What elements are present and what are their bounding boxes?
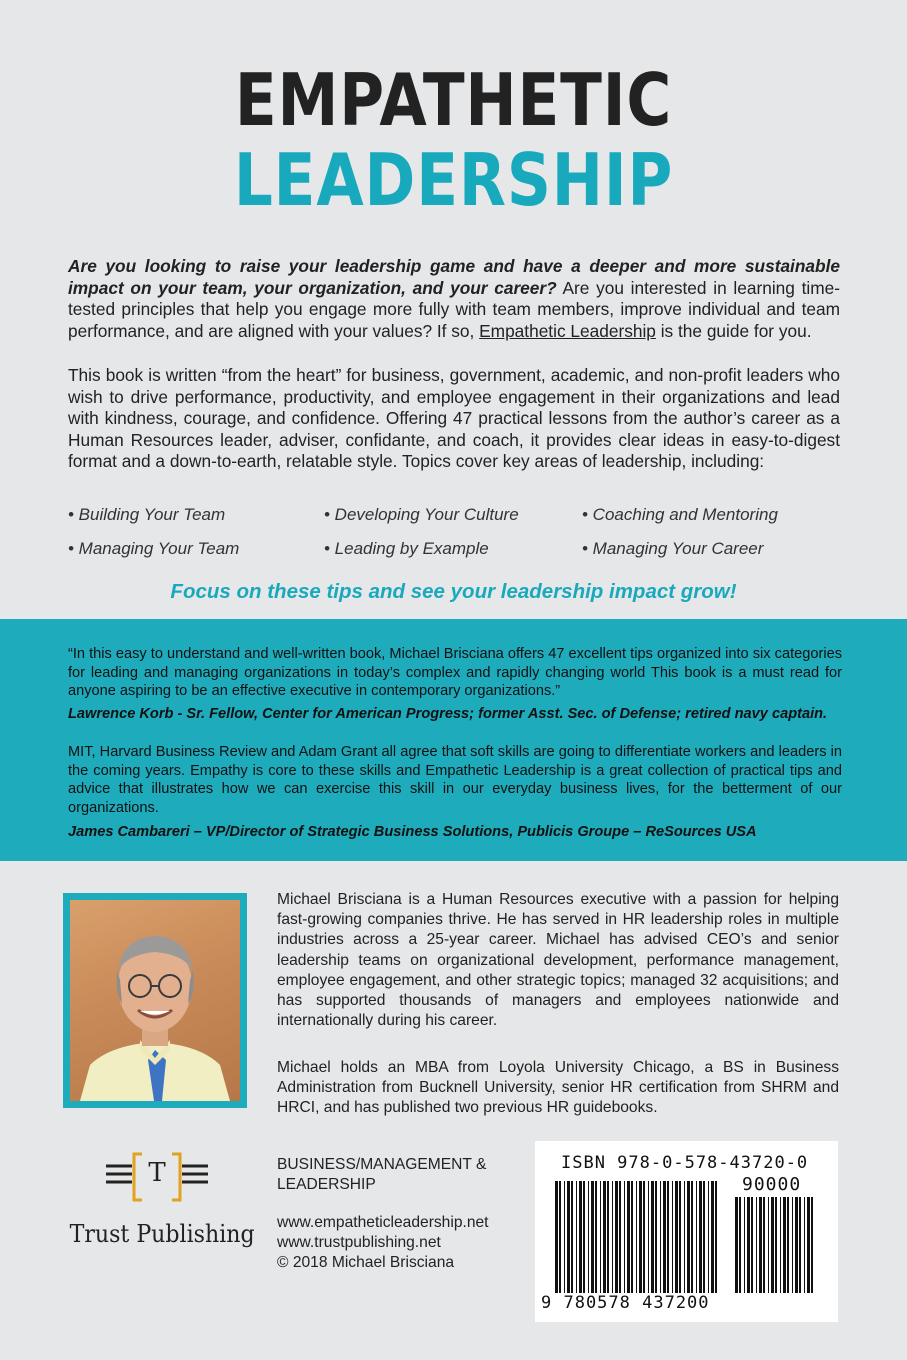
barcode-bar [555,1181,558,1293]
barcode-bar [591,1181,594,1293]
barcode-bar [811,1197,813,1293]
barcode-bar [636,1181,637,1293]
barcode-bar [648,1181,649,1293]
barcode-bar [579,1181,582,1293]
topic-item: • Building Your Team [68,505,226,524]
barcode-bar [588,1181,589,1293]
barcode-bar [711,1181,714,1293]
barcode-bar [783,1197,786,1293]
barcode-bar [603,1181,606,1293]
barcode-bar [651,1181,654,1293]
links-block [277,1213,537,1273]
barcode-bar [787,1197,789,1293]
intro-lead-question: Are you looking to raise your leadership game and have a deeper and more sustainable impact on your team, your organization, and your career? [68,256,840,298]
barcode-bar [792,1197,793,1293]
barcode-bar [627,1181,630,1293]
author-portrait-illustration [70,900,240,1101]
barcode-bar [607,1181,609,1293]
barcode-bar [615,1181,618,1293]
barcode-bar [799,1197,801,1293]
barcode-bar [624,1181,625,1293]
endorsement-attribution-1: Lawrence Korb - Sr. Fellow, Center for American Progress; former Asst. Sec. of Defense; retired navy captain. [68,706,828,722]
intro-paragraph [68,256,840,342]
topic-item: • Managing Your Career [582,539,764,558]
topic-item: • Managing Your Team [68,539,240,558]
barcode-bar [804,1197,805,1293]
publisher-logo [62,1150,255,1260]
description-paragraph: This book is written “from the heart” for business, government, academic, and non-profit leaders who wish to drive performance, productivity, and employee engagement in their organizations and lead with kindness, courage, and confidence. Offering 47 practical lessons from the author’s career as a Human Resources leader, adviser, confidante, and coach, it provides clear ideas in easy-to-digest format and a down-to-earth, relatable style. Topics cover key areas of leadership, including: [68,365,840,471]
barcode-bar [807,1197,810,1293]
barcode-bar [679,1181,681,1293]
barcode-bar [660,1181,661,1293]
barcode-bar [576,1181,577,1293]
barcode-bar [699,1181,702,1293]
barcode-bar [595,1181,597,1293]
price-code: 90000 [742,1174,802,1195]
title-line-1: EMPATHETIC [234,58,673,142]
title-line-2: LEADERSHIP [233,138,674,222]
barcode-bar [744,1197,745,1293]
barcode-bar [571,1181,573,1293]
publisher-logo-letter: T [148,1158,166,1188]
author-photo [70,900,240,1101]
barcode-bar [639,1181,642,1293]
isbn-label: ISBN 978-0-578-43720-0 [561,1153,809,1173]
barcode-bar [780,1197,781,1293]
barcode-bar [763,1197,765,1293]
barcode-bar [612,1181,613,1293]
endorsement-quote-2: MIT, Harvard Business Review and Adam Grant all agree that soft skills are going to differentiate workers and leaders in the coming years. Empathy is core to these skills and Empathetic Leadership is a great collection of practical tips and advice that illustrates how we can exercise this skill in our everyday business lives, for the betterment of our organizations. [68,744,842,816]
endorsement-attribution-2: James Cambareri – VP/Director of Strategic Business Solutions, Publicis Groupe – ReSources USA [68,824,757,840]
barcode-bar [696,1181,697,1293]
barcode-bar [663,1181,666,1293]
barcode-bar [756,1197,757,1293]
publisher-name: Trust Publishing [69,1220,255,1248]
website-link[interactable]: www.empatheticleadership.net [277,1214,489,1231]
barcode-bar [768,1197,769,1293]
barcode-bar [739,1197,741,1293]
barcode-bar [675,1181,678,1293]
topic-item: • Coaching and Mentoring [582,505,778,524]
barcode-bar [684,1181,685,1293]
barcode-bar [687,1181,690,1293]
barcode-bar [771,1197,774,1293]
copyright: © 2018 Michael Brisciana [277,1254,455,1271]
barcode-bar [747,1197,750,1293]
barcode-bar [795,1197,798,1293]
barcode-bar [703,1181,705,1293]
barcode-bar [567,1181,570,1293]
barcode-bar [631,1181,633,1293]
tagline: Focus on these tips and see your leadership impact grow! [170,580,737,603]
intro-body-b: is the guide for you. [655,320,812,341]
barcode-bar [559,1181,561,1293]
barcode-bar [583,1181,585,1293]
intro-body-a: Are you interested in learning time-tested principles that help you engage more fully with team members, improve individual and team performance, and are aligned with your values? If so, [68,277,841,341]
barcode-bar [643,1181,645,1293]
author-bio-1: Michael Brisciana is a Human Resources executive with a passion for helping fast-growing companies thrive. He has served in HR leadership roles in multiple industries across a 25-year career. Michael has advised CEO’s and senior leadership teams on organizational development, performance management, employee engagement, and other strategic topics; managed 32 acquisitions; and has supported thousands of managers and employees nationwide and internationally during his career. [277,891,839,1030]
isbn-barcode [535,1141,838,1322]
barcode-bar [751,1197,753,1293]
endorsement-quote-1: “In this easy to understand and well-written book, Michael Brisciana offers 47 excellent tips organized into six categories for leading and managing organizations in today’s complex and rapidly changing world This book is a must read for anyone aspiring to be an effective executive in contemporary organizations.” [68,646,842,699]
barcode-bar [715,1181,717,1293]
topic-item: • Developing Your Culture [324,505,519,524]
barcode-bar [564,1181,565,1293]
barcode-bar [672,1181,673,1293]
barcode-bar [655,1181,657,1293]
barcode-bar [600,1181,601,1293]
barcode-bar [667,1181,669,1293]
author-bio-2: Michael holds an MBA from Loyola University Chicago, a BS in Business Administration from Bucknell University, senior HR certification from SHRM and HRCI, and has published two previous HR guidebooks. [277,1059,839,1117]
barcode-bar [775,1197,777,1293]
barcode-bar [691,1181,693,1293]
ean-digits: 9 780578 437200 [541,1293,710,1313]
barcode-bar [708,1181,709,1293]
topic-item: • Leading by Example [324,539,489,558]
intro-book-title: Empathetic Leadership [479,320,656,341]
barcode-bar [735,1197,738,1293]
publisher-link[interactable]: www.trustpublishing.net [277,1234,441,1251]
book-category: BUSINESS/MANAGEMENT & LEADERSHIP [277,1156,487,1193]
barcode-bar [759,1197,762,1293]
barcode-bar [619,1181,621,1293]
author-photo-frame [63,893,247,1108]
